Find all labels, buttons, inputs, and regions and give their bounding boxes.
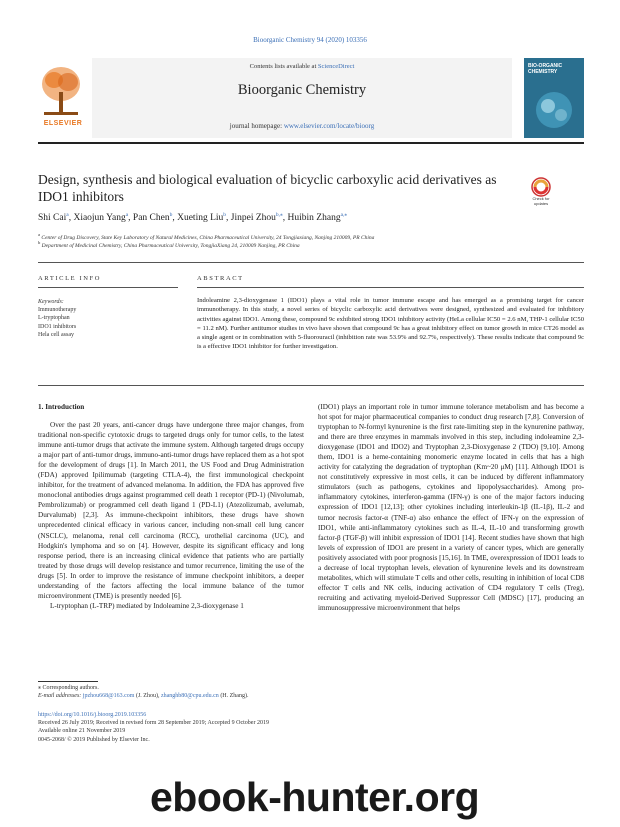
journal-citation[interactable]: Bioorganic Chemistry 94 (2020) 103356 bbox=[253, 36, 367, 44]
author[interactable]: Xueting Liu$^b$ bbox=[177, 212, 227, 224]
elsevier-wordmark: ELSEVIER bbox=[43, 120, 83, 127]
intro-right-column bbox=[318, 402, 584, 613]
contents-line: Contents lists available at ScienceDirect bbox=[249, 63, 355, 70]
journal-cover-image bbox=[524, 58, 584, 138]
keywords-block bbox=[38, 298, 178, 339]
doi-link[interactable]: https://doi.org/10.1016/j.bioorg.2019.103356 bbox=[38, 712, 147, 718]
article-info-heading: ARTICLE INFO bbox=[38, 275, 102, 282]
intro-paragraph: Over the past 20 years, anti-cancer drugs have undergone three major changes, from traditional non-specific cytotoxic drugs to targeted drugs only for tumor cells, to the latest immune anti-tumor drugs that activate the immune system. Although targeted drugs occupy a major part of anti-tumor drugs, immuno-anti-tumor drugs have replaced them as a hot spot for the development of drugs [1]. In March 2011, the US Food and Drug Administration (FDA) approved Ipilimumab (targeting CTLA-4), the first immunological checkpoint inhibitor, for the treatment of advanced melanoma. In addition, the FDA has approved five monoclonal antibodies drugs against programmed cell death 1 receptor (PD-1) (Nivolumab, Pembrolizumab) or programmed cell death ligand 1 (PD-L1) (Atezolizumab, avelumab, Durvalumab) [2,3]. As immune-checkpoint inhibitors, these drugs have shown unprecedented clinical efficacy in various cancer, including non-small cell lung cancer (NSCLC), melanoma, renal cell carcinoma (RCC), urothelial carcinoma (UC), and Hodgkin's lymphoma and so on [4]. However, despite its significant efficacy and long response period, there is an increasing clinical evidence that patients who are partially treated by those drugs will develop resistance and tumor recurrence, limiting the use of the drugs [5]. In order to improve the resistance of immune checkpoint inhibitors, a deeper understanding of the factors affecting the local immune balance of the tumor microenvironment (TME) is presently needed [6]. bbox=[38, 421, 304, 600]
author[interactable]: Xiaojun Yang$^a$ bbox=[73, 212, 129, 224]
journal-banner bbox=[92, 58, 512, 138]
journal-name: Bioorganic Chemistry bbox=[237, 82, 367, 98]
check-for-updates-badge[interactable] bbox=[526, 176, 556, 208]
email-note: E-mail addresses: jpzhou668@163.com (J. Zhou), zhanghb80@cpu.edu.cn (H. Zhang). bbox=[38, 693, 249, 700]
intro-paragraph: (IDO1) plays an important role in tumor immune tolerance metabolism and has become a hot spot for major pharmaceutical companies to conduct drug research [7,8]. Conversion of tryptophan to N-formyl kynurenine is the first rate-limiting step in the kynurenine pathway, and there are three enzymes in mammals involved in this step, including indoleamine 2,3-dioxygenase (IDO1 and IDO2) and Tryptophan 2,3-Dioxygenase 2 (TDO) [9,10]. Among them, IDO1 is a heme-containing monomeric enzyme located in cells that has a high activity for catalyzing the degradation of tryptophan (Km~20 μM) [11]. Although IDO1 is not constitutively expressive in most cells, it can be induced by different inflammatory stimulators (such as pathogens, cytokines and lipopolysaccharides). Among pro-inflammatory cytokines, interferon-gamma (IFN-γ) is one of the major factors inducing expression of IDO1 [12,13]; other cytokines including interleukin-1β (IL-1β), IL-2 and tumor necrosis factor-α (TNF-α) also enhance the effect of IFN-γ on the expression of IDO1, while anti-inflammatory cytokines such as IL-4, IL-10 and transforming growth factor-β (TGF-β) will inhibit expression of IDO1 [14]. Recent studies have shown that high levels of expression of IDO1 are present in a variety of cancer types, which are generally positively associated with poor prognosis [15,16]. In TME, overexpression of IDO1 leads to a decrease of local tryptophan levels, elevation of kynurenine levels and its downstream metabolites, which will stimulate T cells and other cells, resulting in inhibition of local CD8 effector T cells and NK cells, inducing activation of CD4 regulatory T cells (Treg), recruiting and activating myeloid-Derived Suppressor Cell (MDSC) [17], producing an immunosuppressive microenvironment that helps bbox=[318, 403, 584, 612]
article-title: Design, synthesis and biological evaluation of bicyclic carboxylic acid derivatives as IDO1 inhibitors bbox=[38, 172, 497, 204]
abstract-text: Indoleamine 2,3-dioxygenase 1 (IDO1) plays a vital role in tumor immune escape and has emerged as a promising target for cancer immunotherapy. In this study, a novel series of bicyclic carboxylic acid derivatives were designed, synthesized and evaluated for inhibitory activities against IDO1. Among these, compound 9c exhibited strong IDO1 inhibitory activity (HeLa cellular IC50 = 2.6 nM, THP-1 cellular IC50 = 11.2 nM). Further antitumor studies in vivo have shown that compound 9c has a great inhibitory effect on tumor growth in mice CT26 model as a single agent or in combination with 5-fluorouracil (inhibition rate was 53.9% and 92.7%, respectively). These results indicate that compound 9c is a effective IDO1 inhibitor for further investigation. bbox=[197, 297, 584, 351]
email-link[interactable]: zhanghb80@cpu.edu.cn bbox=[160, 693, 219, 700]
copyright: 0045-2068/ © 2019 Published by Elsevier Inc. bbox=[38, 736, 150, 743]
homepage-link[interactable]: www.elsevier.com/locate/bioorg bbox=[283, 122, 375, 130]
available-online: Available online 21 November 2019 bbox=[38, 728, 126, 735]
sciencedirect-link[interactable]: ScienceDirect bbox=[317, 63, 355, 70]
cover-title: BIO-ORGANIC CHEMISTRY bbox=[528, 63, 563, 75]
affiliation-a: $^a$ Center of Drug Discovery, State Key Laboratory of Natural Medicines, China Pharmaceutical University, 24 Tongjiaxiang, Nanjing 210009, PR China bbox=[38, 232, 375, 241]
watermark: ebook-hunter.org bbox=[150, 774, 480, 820]
footnotes bbox=[38, 684, 438, 700]
intro-left-column bbox=[38, 420, 304, 611]
abstract-heading: ABSTRACT bbox=[197, 275, 244, 282]
journal-header bbox=[38, 58, 584, 138]
article-info-rule bbox=[38, 287, 178, 288]
author[interactable]: Shi Cai$^a$ bbox=[38, 212, 69, 224]
corresponding-note: ⁎ Corresponding authors. bbox=[38, 685, 99, 691]
journal-homepage: journal homepage: www.elsevier.com/locate/bioorg bbox=[229, 122, 375, 130]
keyword: Hela cell assay bbox=[38, 331, 74, 338]
keyword: Immunotherapy bbox=[38, 307, 77, 314]
keyword: IDO1 inhibitors bbox=[38, 323, 77, 330]
author[interactable]: Jinpei Zhou$^{b,⁎}$ bbox=[230, 212, 283, 224]
intro-paragraph: L-tryptophan (L-TRP) mediated by Indoleamine 2,3-dioxygenase 1 bbox=[50, 601, 244, 610]
received-dates: Received 26 July 2019; Received in revised form 28 September 2019; Accepted 9 October 2019 bbox=[38, 720, 269, 727]
keywords-heading: Keywords: bbox=[38, 299, 64, 305]
header-rule bbox=[38, 142, 584, 144]
abstract-bottom-rule bbox=[38, 385, 584, 386]
section-rule bbox=[38, 262, 584, 263]
abstract-rule bbox=[197, 287, 584, 288]
affiliation-b: $^b$ Department of Medicinal Chemistry, China Pharmaceutical University, TongjiaXiang 24, 210009 Nanjing, PR China bbox=[38, 240, 300, 249]
email-link[interactable]: jpzhou668@163.com bbox=[82, 693, 135, 700]
footnote-rule bbox=[38, 681, 98, 682]
author-list: Shi Cai$^a$, Xiaojun Yang$^a$, Pan Chen$^b$, Xueting Liu$^b$, Jinpei Zhou$^{b,⁎}$, Huibin Zhang$^{a,⁎}$ bbox=[38, 212, 348, 224]
publication-info bbox=[38, 711, 438, 744]
author[interactable]: Pan Chen$^b$ bbox=[132, 212, 173, 224]
author[interactable]: Huibin Zhang$^{a,⁎}$ bbox=[287, 212, 348, 224]
introduction-heading: 1. Introduction bbox=[38, 403, 85, 411]
keyword: L-tryptophan bbox=[38, 315, 70, 322]
check-updates-label: Check for updates bbox=[532, 196, 550, 206]
